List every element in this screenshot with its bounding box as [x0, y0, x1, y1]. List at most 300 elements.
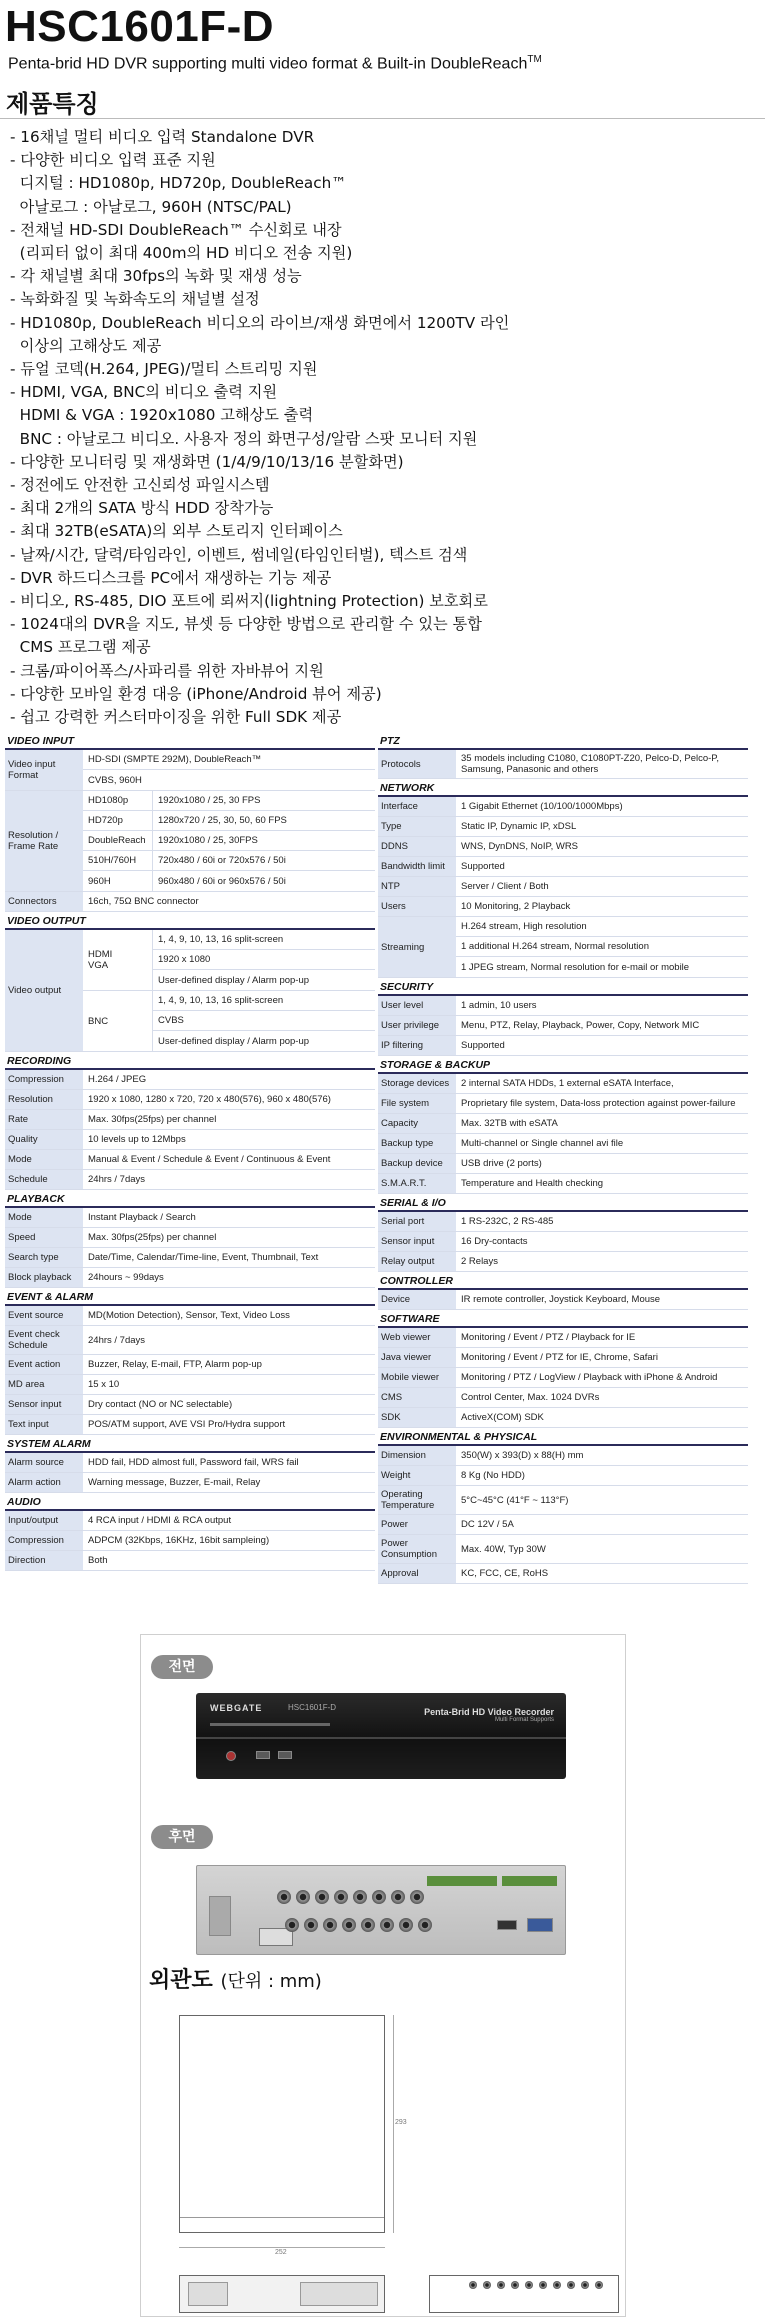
spec-values: [83, 791, 375, 891]
drawing-line: [180, 2217, 384, 2218]
spec-value: Supported: [461, 861, 505, 872]
spec-value: H.264 / JPEG: [88, 1074, 147, 1085]
section-title: AUDIO: [5, 1493, 375, 1511]
front-strip: [196, 1737, 566, 1739]
bnc-connector-icon: [410, 1890, 424, 1904]
spec-sublabel: 960H: [83, 871, 153, 891]
spec-row: [5, 1268, 375, 1288]
spec-label: Quality: [5, 1130, 83, 1149]
spec-row: [5, 930, 375, 1052]
spec-value: Temperature and Health checking: [461, 1178, 604, 1189]
spec-label: MD area: [5, 1375, 83, 1394]
spec-row: [378, 1466, 748, 1486]
spec-label: Video input Format: [5, 750, 83, 790]
spec-value: 960x480 / 60i or 960x576 / 50i: [158, 875, 286, 887]
spec-value: POS/ATM support, AVE VSI Pro/Hydra support: [88, 1419, 286, 1430]
spec-value: Monitoring / Event / PTZ for IE, Chrome, Safari: [461, 1352, 658, 1363]
spec-row: [378, 1348, 748, 1368]
spec-value: Max. 30fps(25fps) per channel: [88, 1232, 217, 1243]
spec-row: [5, 1355, 375, 1375]
rear-label-pill: 후면: [151, 1825, 213, 1849]
spec-label: Serial port: [378, 1212, 456, 1231]
spec-value: Control Center, Max. 1024 DVRs: [461, 1392, 600, 1403]
feature-item: - 비디오, RS-485, DIO 포트에 뢰써지(lightning Protection) 보호회로: [10, 592, 488, 611]
spec-row: [5, 1395, 375, 1415]
spec-row: [378, 1094, 748, 1114]
section-title: VIDEO OUTPUT: [5, 912, 375, 930]
spec-label: Streaming: [378, 917, 456, 977]
spec-values: [153, 930, 375, 990]
features-list: [10, 126, 750, 729]
spec-label: Type: [378, 817, 456, 836]
spec-value: 5°C~45°C (41°F ~ 113°F): [461, 1494, 569, 1506]
spec-value: 1920x1080 / 25, 30 FPS: [158, 795, 261, 806]
spec-value: ADPCM (32Kbps, 16KHz, 16bit sampleing): [88, 1535, 270, 1546]
spec-label: User privilege: [378, 1016, 456, 1035]
spec-label: Backup type: [378, 1134, 456, 1153]
spec-value: IR remote controller, Joystick Keyboard, Mouse: [461, 1294, 661, 1305]
spec-row: [5, 1511, 375, 1531]
spec-label: Weight: [378, 1466, 456, 1485]
spec-row: [378, 897, 748, 917]
spec-row: [378, 1212, 748, 1232]
feature-item: 이상의 고해상도 제공: [10, 336, 162, 355]
bnc-connector-icon: [277, 1890, 291, 1904]
spec-subrow: [83, 831, 375, 851]
spec-row: [5, 1170, 375, 1190]
power-button-icon: [226, 1751, 236, 1761]
width-dim-line: [179, 2247, 385, 2248]
drawing-detail: [429, 2275, 619, 2313]
spec-value: 1 admin, 10 users: [461, 1000, 537, 1011]
spec-values: [83, 930, 375, 1051]
spec-row: [378, 1328, 748, 1348]
spec-value: Date/Time, Calendar/Time-line, Event, Thumbnail, Text: [88, 1252, 319, 1263]
led-row: [210, 1723, 330, 1726]
spec-row: [5, 1228, 375, 1248]
spec-value: 15 x 10: [88, 1379, 120, 1390]
bnc-connector-icon: [296, 1890, 310, 1904]
top-view-drawing: [179, 2015, 385, 2233]
features-title: 제품특징: [6, 90, 99, 118]
spec-value: User-defined display / Alarm pop-up: [158, 974, 310, 986]
feature-item: HDMI & VGA : 1920x1080 고해상도 출력: [10, 406, 314, 425]
spec-row: [378, 1114, 748, 1134]
bnc-connector-icon: [353, 1890, 367, 1904]
spec-label: Text input: [5, 1415, 83, 1434]
spec-value: 1920 x 1080, 1280 x 720, 720 x 480(576), 960 x 480(576): [88, 1094, 331, 1105]
spec-value: Monitoring / Event / PTZ / Playback for IE: [461, 1332, 636, 1343]
bnc-connector-icon: [539, 2281, 547, 2289]
panel-subtitle: Multi Format Supports: [494, 1717, 554, 1723]
spec-value: 1 RS-232C, 2 RS-485: [461, 1216, 554, 1227]
model-subtitle: [8, 54, 542, 73]
spec-row: [378, 750, 748, 779]
panel-title: Penta-Brid HD Video Recorder: [424, 1707, 554, 1717]
spec-value: 16ch, 75Ω BNC connector: [88, 896, 199, 907]
spec-label: DDNS: [378, 837, 456, 856]
spec-label: Direction: [5, 1551, 83, 1570]
spec-row: [5, 750, 375, 791]
network-port-icon: [497, 1920, 517, 1930]
spec-value: WNS, DynDNS, NoIP, WRS: [461, 841, 579, 852]
spec-label: Web viewer: [378, 1328, 456, 1347]
spec-label: Capacity: [378, 1114, 456, 1133]
spec-label: Event action: [5, 1355, 83, 1374]
subtitle-text: Penta-brid HD DVR supporting multi video format & Built-in DoubleReach: [8, 55, 528, 73]
spec-label: Backup device: [378, 1154, 456, 1173]
spec-label: CMS: [378, 1388, 456, 1407]
spec-label: Resolution / Frame Rate: [5, 791, 83, 891]
bnc-connector-icon: [380, 1918, 394, 1932]
feature-item: - 날짜/시간, 달력/타임라인, 이벤트, 썸네일(타임인터벌), 텍스트 검색: [10, 545, 468, 564]
spec-label: Mode: [5, 1208, 83, 1227]
section-title: RECORDING: [5, 1052, 375, 1070]
spec-column-left: [5, 732, 375, 1571]
spec-label: Dimension: [378, 1446, 456, 1465]
feature-item: - 각 채널별 최대 30fps의 녹화 및 재생 성능: [10, 267, 302, 286]
dvr-front-image: [196, 1693, 566, 1779]
spec-value: 350(W) x 393(D) x 88(H) mm: [461, 1450, 584, 1461]
bnc-connector-icon: [581, 2281, 589, 2289]
spec-label: Compression: [5, 1531, 83, 1550]
spec-value: Monitoring / PTZ / LogView / Playback with iPhone & Android: [461, 1372, 718, 1383]
spec-label: Users: [378, 897, 456, 916]
spec-label: IP filtering: [378, 1036, 456, 1055]
feature-item: - 녹화화질 및 녹화속도의 채널별 설정: [10, 290, 260, 309]
drawing-detail: [188, 2282, 228, 2306]
spec-label: Approval: [378, 1564, 456, 1583]
spec-row: [378, 1252, 748, 1272]
spec-row: [5, 892, 375, 912]
spec-value: Max. 32TB with eSATA: [461, 1118, 558, 1129]
spec-label: S.M.A.R.T.: [378, 1174, 456, 1193]
spec-label: Compression: [5, 1070, 83, 1089]
spec-value: Instant Playback / Search: [88, 1212, 196, 1223]
spec-label: Connectors: [5, 892, 83, 911]
depth-dimension: 293: [395, 2119, 407, 2126]
feature-item: - HDMI, VGA, BNC의 비디오 출력 지원: [10, 383, 278, 402]
spec-value: 10 levels up to 12Mbps: [88, 1134, 186, 1145]
spec-label: Block playback: [5, 1268, 83, 1287]
spec-value: Menu, PTZ, Relay, Playback, Power, Copy, Network MIC: [461, 1020, 700, 1031]
feature-item: BNC : 아날로그 비디오. 사용자 정의 화면구성/알람 스팟 모니터 지원: [10, 429, 478, 448]
spec-label: Java viewer: [378, 1348, 456, 1367]
spec-value: Dry contact (NO or NC selectable): [88, 1399, 233, 1410]
spec-label: Speed: [5, 1228, 83, 1247]
bnc-connector-icon: [595, 2281, 603, 2289]
spec-row: [5, 1130, 375, 1150]
spec-values: [456, 917, 748, 977]
dimension-title: [149, 1963, 322, 1994]
section-title: EVENT & ALARM: [5, 1288, 375, 1306]
feature-item: - HD1080p, DoubleReach 비디오의 라이브/재생 화면에서 1200TV 라인: [10, 313, 510, 332]
feature-item: - 듀얼 코덱(H.264, JPEG)/멀티 스트리밍 지원: [10, 360, 318, 379]
spec-row: [5, 1415, 375, 1435]
spec-row: [5, 1150, 375, 1170]
spec-row: [378, 917, 748, 978]
spec-value: Supported: [461, 1040, 505, 1051]
feature-item: 아날로그 : 아날로그, 960H (NTSC/PAL): [10, 197, 292, 216]
spec-row: [378, 837, 748, 857]
spec-row: [378, 1515, 748, 1535]
feature-item: - 다양한 모니터링 및 재생화면 (1/4/9/10/13/16 분할화면): [10, 452, 404, 471]
spec-value: 24hrs / 7days: [88, 1334, 146, 1346]
spec-sublabel: HD1080p: [83, 791, 153, 810]
feature-item: - DVR 하드디스크를 PC에서 재생하는 기능 제공: [10, 568, 332, 587]
spec-label: Video output: [5, 930, 83, 1051]
section-title: SYSTEM ALARM: [5, 1435, 375, 1453]
spec-label: Mobile viewer: [378, 1368, 456, 1387]
spec-row: [5, 1551, 375, 1571]
spec-label: Alarm action: [5, 1473, 83, 1492]
spec-value: 4 RCA input / HDMI & RCA output: [88, 1515, 232, 1526]
spec-row: [5, 791, 375, 892]
spec-value: Both: [88, 1555, 108, 1566]
bnc-connector-icon: [418, 1918, 432, 1932]
spec-subrow: [83, 991, 375, 1051]
feature-item: - 다양한 모바일 환경 대응 (iPhone/Android 뷰어 제공): [10, 684, 382, 703]
spec-value: 1920x1080 / 25, 30FPS: [158, 835, 258, 846]
spec-row: [378, 817, 748, 837]
feature-item: - 최대 2개의 SATA 방식 HDD 장착가능: [10, 499, 274, 518]
spec-row: [5, 1110, 375, 1130]
spec-label: Storage devices: [378, 1074, 456, 1093]
spec-value: Buzzer, Relay, E-mail, FTP, Alarm pop-up: [88, 1359, 262, 1370]
spec-row: [5, 1248, 375, 1268]
spec-label: Interface: [378, 797, 456, 816]
drawing-detail: [300, 2282, 378, 2306]
spec-row: [378, 996, 748, 1016]
brand-logo: WEBGATE: [210, 1703, 263, 1713]
spec-value: Proprietary file system, Data-loss protection against power-failure: [461, 1098, 736, 1109]
spec-label: Power Consumption: [378, 1535, 456, 1563]
spec-row: [378, 1154, 748, 1174]
spec-subrow: [83, 791, 375, 811]
spec-value: CVBS: [153, 1011, 375, 1031]
feature-item: - 크롬/파이어폭스/사파리를 위한 자바뷰어 지원: [10, 661, 324, 680]
spec-row: [378, 1232, 748, 1252]
dimension-unit: (단위 : mm): [220, 1971, 322, 1992]
spec-subrow: [83, 851, 375, 871]
spec-value: HD-SDI (SMPTE 292M), DoubleReach™: [83, 750, 375, 770]
spec-label: File system: [378, 1094, 456, 1113]
spec-label: Bandwidth limit: [378, 857, 456, 876]
spec-row: [378, 1174, 748, 1194]
spec-row: [5, 1090, 375, 1110]
dvr-rear-image: [196, 1865, 566, 1955]
spec-value: CVBS, 960H: [88, 774, 142, 786]
spec-value: 2 Relays: [461, 1256, 498, 1267]
spec-value: Static IP, Dynamic IP, xDSL: [461, 821, 577, 832]
spec-row: [5, 1375, 375, 1395]
spec-label: Rate: [5, 1110, 83, 1129]
spec-row: [378, 1074, 748, 1094]
spec-label: Event source: [5, 1306, 83, 1325]
section-title: NETWORK: [378, 779, 748, 797]
spec-row: [378, 1368, 748, 1388]
rear-view-drawing: [429, 2275, 619, 2313]
feature-item: - 정전에도 안전한 고신뢰성 파일시스템: [10, 476, 270, 495]
bnc-connector-icon: [323, 1918, 337, 1932]
vga-port-icon: [527, 1918, 553, 1932]
bnc-connector-icon: [342, 1918, 356, 1932]
divider: [0, 118, 765, 119]
feature-item: - 다양한 비디오 입력 표준 지원: [10, 151, 216, 170]
spec-sublabel: HD720p: [83, 811, 153, 830]
spec-row: [378, 797, 748, 817]
section-title: SOFTWARE: [378, 1310, 748, 1328]
spec-value: 1 Gigabit Ethernet (10/100/1000Mbps): [461, 801, 623, 812]
terminal-block: [427, 1876, 497, 1886]
front-panel-title: [424, 1707, 554, 1723]
spec-value: 1 JPEG stream, Normal resolution for e-mail or mobile: [461, 961, 690, 973]
spec-value: 1, 4, 9, 10, 13, 16 split-screen: [153, 991, 375, 1011]
spec-value: Multi-channel or Single channel avi file: [461, 1138, 624, 1149]
section-title: SECURITY: [378, 978, 748, 996]
spec-value: 35 models including C1080, C1080PT-Z20, Pelco-D, Pelco-P, Samsung, Panasonic and others: [461, 753, 720, 775]
spec-label: NTP: [378, 877, 456, 896]
spec-label: Mode: [5, 1150, 83, 1169]
spec-value: 1920 x 1080: [153, 950, 375, 970]
feature-item: - 전채널 HD-SDI DoubleReach™ 수신회로 내장: [10, 220, 342, 239]
spec-value: MD(Motion Detection), Sensor, Text, Video Loss: [88, 1310, 290, 1321]
spec-sublabel: BNC: [83, 991, 153, 1051]
feature-item: - 쉽고 강력한 커스터마이징을 위한 Full SDK 제공: [10, 708, 342, 727]
spec-label: SDK: [378, 1408, 456, 1427]
product-images-panel: [140, 1634, 626, 2317]
spec-value: 24hours ~ 99days: [88, 1272, 164, 1283]
spec-value: 8 Kg (No HDD): [461, 1470, 525, 1481]
spec-label: Input/output: [5, 1511, 83, 1530]
spec-row: [378, 1290, 748, 1310]
terminal-block: [502, 1876, 557, 1886]
section-title: CONTROLLER: [378, 1272, 748, 1290]
bnc-connector-icon: [567, 2281, 575, 2289]
spec-label: Sensor input: [5, 1395, 83, 1414]
bnc-connector-icon: [511, 2281, 519, 2289]
spec-row: [378, 1388, 748, 1408]
spec-row: [378, 1564, 748, 1584]
bnc-connector-icon: [361, 1918, 375, 1932]
spec-row: [5, 1306, 375, 1326]
section-title: PTZ: [378, 732, 748, 750]
section-title: SERIAL & I/O: [378, 1194, 748, 1212]
bnc-connector-icon: [525, 2281, 533, 2289]
spec-label: Alarm source: [5, 1453, 83, 1472]
spec-sublabel: HDMI VGA: [83, 930, 153, 990]
spec-label: Device: [378, 1290, 456, 1309]
spec-value: Manual & Event / Schedule & Event / Continuous & Event: [88, 1154, 331, 1165]
spec-subrow: [83, 930, 375, 991]
bnc-connector-icon: [304, 1918, 318, 1932]
front-view-drawing: [179, 2275, 385, 2313]
bnc-connector-icon: [399, 1918, 413, 1932]
spec-value: Warning message, Buzzer, E-mail, Relay: [88, 1477, 261, 1488]
front-model: HSC1601F-D: [288, 1703, 337, 1712]
spec-sublabel: 510H/760H: [83, 851, 153, 870]
front-label-pill: 전면: [151, 1655, 213, 1679]
subtitle-tm: TM: [527, 54, 542, 65]
spec-label: Schedule: [5, 1170, 83, 1189]
spec-row: [378, 1486, 748, 1515]
bnc-connector-icon: [469, 2281, 477, 2289]
spec-row: [378, 1408, 748, 1428]
spec-label: Sensor input: [378, 1232, 456, 1251]
spec-value: DC 12V / 5A: [461, 1519, 514, 1530]
spec-subrow: [83, 811, 375, 831]
dimension-label: 외관도: [149, 1968, 213, 1993]
spec-value: 1 additional H.264 stream, Normal resolution: [456, 937, 748, 957]
bnc-connector-icon: [334, 1890, 348, 1904]
spec-value: HDD fail, HDD almost full, Password fail, WRS fail: [88, 1457, 299, 1468]
spec-value: 1280x720 / 25, 30, 50, 60 FPS: [158, 815, 287, 826]
spec-value: 16 Dry-contacts: [461, 1236, 528, 1247]
spec-value: 2 internal SATA HDDs, 1 external eSATA Interface,: [461, 1078, 674, 1089]
spec-label: Search type: [5, 1248, 83, 1267]
usb-port-icon: [256, 1751, 270, 1759]
section-title: VIDEO INPUT: [5, 732, 375, 750]
bnc-connector-icon: [497, 2281, 505, 2289]
spec-row: [378, 1016, 748, 1036]
spec-values: [83, 750, 375, 790]
spec-label: Power: [378, 1515, 456, 1534]
bnc-connector-icon: [483, 2281, 491, 2289]
spec-row: [378, 1535, 748, 1564]
spec-label: Protocols: [378, 750, 456, 778]
spec-sublabel: DoubleReach: [83, 831, 153, 850]
spec-value: 720x480 / 60i or 720x576 / 50i: [158, 855, 286, 866]
spec-values: [153, 991, 375, 1051]
spec-value: USB drive (2 ports): [461, 1158, 542, 1169]
spec-row: [5, 1453, 375, 1473]
spec-value: Max. 40W, Typ 30W: [461, 1543, 546, 1555]
spec-row: [5, 1326, 375, 1355]
spec-label: User level: [378, 996, 456, 1015]
spec-value: 1, 4, 9, 10, 13, 16 split-screen: [153, 930, 375, 950]
bnc-connector-icon: [315, 1890, 329, 1904]
bnc-connector-icon: [372, 1890, 386, 1904]
feature-item: - 1024대의 DVR을 지도, 뷰셋 등 다양한 방법으로 관리할 수 있는 통합: [10, 615, 482, 634]
feature-item: 디지털 : HD1080p, HD720p, DoubleReach™: [10, 174, 347, 193]
depth-dim-line: [393, 2015, 394, 2233]
spec-label: Resolution: [5, 1090, 83, 1109]
feature-item: (리피터 없이 최대 400m의 HD 비디오 전송 지원): [10, 244, 353, 263]
spec-value: 24hrs / 7days: [88, 1174, 146, 1185]
bnc-connector-icon: [553, 2281, 561, 2289]
model-title: HSC1601F-D: [5, 2, 275, 51]
feature-item: - 16채널 멀티 비디오 입력 Standalone DVR: [10, 128, 315, 146]
spec-label: Operating Temperature: [378, 1486, 456, 1514]
section-title: STORAGE & BACKUP: [378, 1056, 748, 1074]
spec-value: 10 Monitoring, 2 Playback: [461, 901, 571, 912]
spec-subrow: [83, 871, 375, 891]
spec-row: [5, 1208, 375, 1228]
spec-row: [378, 1446, 748, 1466]
spec-row: [5, 1473, 375, 1493]
fan-icon: [209, 1896, 231, 1936]
section-title: ENVIRONMENTAL & PHYSICAL: [378, 1428, 748, 1446]
spec-value: ActiveX(COM) SDK: [461, 1412, 544, 1423]
spec-row: [378, 877, 748, 897]
bnc-connector-icon: [391, 1890, 405, 1904]
spec-row: [5, 1531, 375, 1551]
feature-item: - 최대 32TB(eSATA)의 외부 스토리지 인터페이스: [10, 522, 343, 541]
bnc-connector-icon: [285, 1918, 299, 1932]
spec-value: Max. 30fps(25fps) per channel: [88, 1114, 217, 1125]
spec-label: Relay output: [378, 1252, 456, 1271]
spec-value: KC, FCC, CE, RoHS: [461, 1568, 549, 1579]
